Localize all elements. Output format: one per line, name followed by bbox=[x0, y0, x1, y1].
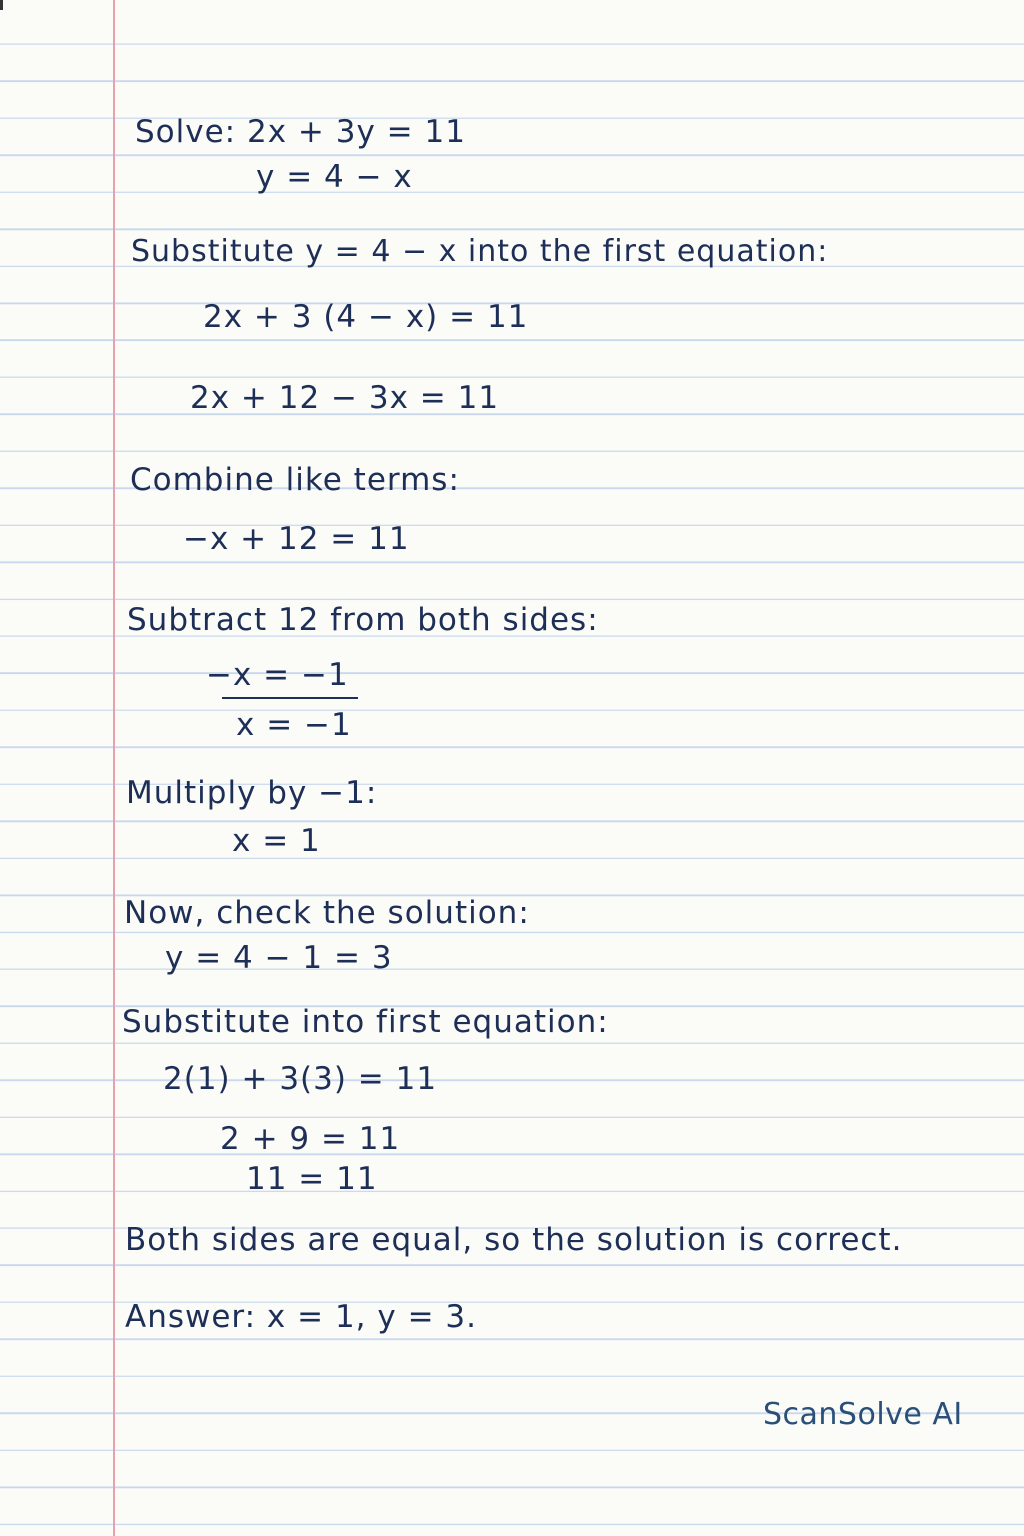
substitute-instruction: Substitute y = 4 − x into the first equation: bbox=[131, 234, 829, 269]
solve-line: Solve: 2x + 3y = 11 bbox=[135, 114, 466, 150]
brand-watermark: ScanSolve AI bbox=[763, 1397, 963, 1432]
check-heading: Now, check the solution: bbox=[124, 895, 530, 931]
expanded-equation: 2x + 12 − 3x = 11 bbox=[190, 380, 500, 416]
x-neg-equation: x = −1 bbox=[236, 707, 352, 743]
margin-line bbox=[113, 0, 115, 1536]
second-equation: y = 4 − x bbox=[256, 159, 413, 195]
check-equal: 11 = 11 bbox=[246, 1161, 378, 1197]
subtract-heading: Subtract 12 from both sides: bbox=[127, 602, 599, 638]
answer: Answer: x = 1, y = 3. bbox=[125, 1299, 477, 1335]
substitute-check-heading: Substitute into first equation: bbox=[122, 1004, 609, 1040]
check-sum: 2 + 9 = 11 bbox=[220, 1121, 401, 1157]
multiply-heading: Multiply by −1: bbox=[126, 775, 378, 811]
combined-equation: −x + 12 = 11 bbox=[183, 521, 410, 557]
neg-x-equation: −x = −1 bbox=[206, 657, 349, 693]
substituted-equation: 2x + 3 (4 − x) = 11 bbox=[203, 299, 529, 335]
combine-heading: Combine like terms: bbox=[130, 462, 460, 498]
y-result: y = 4 − 1 = 3 bbox=[165, 940, 393, 976]
conclusion: Both sides are equal, so the solution is correct. bbox=[125, 1222, 903, 1258]
check-equation: 2(1) + 3(3) = 11 bbox=[163, 1061, 438, 1097]
corner-mark bbox=[0, 0, 3, 10]
x-result: x = 1 bbox=[232, 823, 321, 859]
underline-bar bbox=[222, 697, 358, 699]
